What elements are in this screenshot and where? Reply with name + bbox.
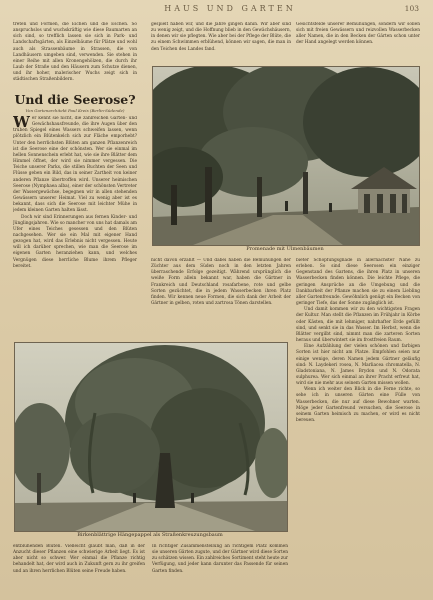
promenade-photo-image	[153, 67, 419, 245]
article-paragraph-1	[13, 116, 137, 215]
middle-bottom-text	[151, 258, 291, 340]
middle-bottom-paragraph: nicht davon erzählt — Und dabei haben die Bemühungen der Züchter aus dem Süden noch in den letzten Jahren überraschende Erfolge gezeitigt. Während ursprünglich die weiße Form allein bekannt war, haben die Gärtner in Frankreich und Deutschland rosafarbene, rote und gelbe Sorten gezüchtet, die in jedem Wasserbecken ihren Platz finden. Wir kennen neue Formen, die sich dank der Arbeit der Gärtner in gelben, roten und zartrosa Tönen darstellen.	[151, 258, 291, 307]
poplar-caption: Birkenblättrige Hängepappel als Straßenkreuzungsbaum	[77, 532, 223, 538]
previous-article-text: treten und Formen, die Eichen und die Eschen. So anspruchslos und wuchskräftig wie diese Baumarten an sich sind, so trefflich lassen sie sich in Park- und Landschaftsgärten, als Einzelbäume für Plätze und wohl auch als Strassenbäume in Strassen, die von Landhäusern umgeben sind, verwenden. Sie stehen in einer Reihe mit allen Kronengehölzen, die durch ihr Laub der Straße und den Häusern zum Schutze dienen, und ihr hoher, malerischer Wuchs zeigt sich in städtischen Straßenbildern.	[13, 22, 137, 83]
article-left-column	[13, 116, 137, 340]
bottom-left-paragraph: entblühenden Blüten. Vielleicht glaubt man, daß in der Anzucht dieser Pflanzen eine schwierige Arbeit liegt. Es ist aber nicht so schwer. Wer einmal die Pflanze richtig behandelt hat, der wird auch in Zukunft gern zu ihr greifen und an ihren herrlichen Blüten seine Freude haben.	[13, 544, 145, 574]
poplar-photo	[14, 342, 288, 532]
right-top-text	[296, 22, 420, 64]
poplar-photo-image	[15, 343, 287, 531]
previous-article-continuation	[13, 22, 137, 88]
running-head	[0, 4, 433, 18]
drop-cap: W	[13, 116, 30, 131]
right-paragraph-2: Und damit kommen wir zu den wichtigsten Fragen der Kultur. Man stellt die Pflanzen im Frühjahr in Körbe oder Kästen, die mit lehmiger, nahrhafter Erde gefüllt sind, und senkt sie in das Wasser. Im Herbst, wenn die Blätter vergilbt sind, nimmt man die zarteren Sorten heraus und überwintert sie im frostfreien Raum.	[296, 307, 420, 344]
middle-top-text	[151, 22, 291, 64]
bottom-middle-text	[152, 544, 288, 596]
running-title: HAUS UND GARTEN	[164, 4, 296, 13]
bottom-middle-paragraph: In richtiger Zusammenstellung an richtigem Platz kommen sie unseren Gärten zugute, und der Gärtner wird diese Sorten zu schätzen wissen. Ein zahlreiches Sortiment steht heute zur Verfügung, und jeder kann darunter das Passende für seinen Garten finden.	[152, 544, 288, 574]
right-top-paragraph: Gesichtsfelde unserer Bemühungen, sondern wir sollen sich mit freien Gewässern und reizvollen Wasserbecken aller Namen, die in den Becken der Gärten schon unter der Hand angelegt werden können.	[296, 22, 420, 46]
bottom-left-text	[13, 544, 145, 596]
right-paragraph-1: bieter Schöpfungsgnade in allernächster Nähe zu erleben. So sind diese Seerosen ein einziger Gegenstand des Gartens, die ihren Platz in unseren Wasserbecken finden können. Die leichte Pflege, die geringen Ansprüche an die Umgebung und die Dankbarkeit der Pflanze machen sie zu einem Liebling aller Gartenfreunde. Gewöhnlich genügt ein Becken von geringer Tiefe, das der Sonne zugänglich ist.	[296, 258, 420, 307]
promenade-photo	[152, 66, 420, 246]
promenade-caption: Promenade mit Ulmenbäumen	[246, 246, 324, 252]
right-paragraph-4: Wenn ich weiter den Blick in die Ferne richte, so sehe ich in unseren Gärten eine Fülle von Wasserbecken, die nur auf diese Bewohner warten. Möge jeder Gartenfreund versuchen, die Seerose in seinem Garten heimisch zu machen, er wird es nicht bereuen.	[296, 387, 420, 424]
article-paragraph-2: Doch wir sind Erinnerungen aus fernen Kinder- und Jünglingsjahren. Wie so mancher von uns hat damals am Ufer eines Teiches gesessen und den Blüten nachgesehen. Wer sie ein Mal mit eigener Hand gezogen hat, wird das Erlebnis nicht vergessen. Heute will ich darüber sprechen, wie man die Seerose im eigenen Garten heranziehen kann, und welches Vergnügen diese herrliche Blume ihrem Pfleger bereitet.	[13, 214, 137, 269]
article-right-column	[296, 258, 420, 594]
article-heading: Und die Seerose?	[14, 92, 136, 107]
right-paragraph-3: Eine Aufzählung der vielen schönen und farbigen Sorten ist hier nicht am Platze. Empfohlen seien nur einige wenige, deren Namen jedem Gärtner geläufig sind: N. Laydekeri rosea, N. Marliacea chromatella, N. Gladstoniana, N. James Brydon und N. Odorata sulphurea. Wer sich einmal an ihrer Pracht erfreut hat, wird sie nie mehr aus seinem Garten missen wollen.	[296, 344, 420, 387]
page-number: 103	[404, 4, 419, 13]
article-paragraph-1-text: er kennt sie nicht, die zahlreichen Garten- und Gewächshausfreunde, die ihre Augen über den trüben Spiegel eines Wassers schweifen lassen, wenn plötzlich ein Blütenkelch sich zur Fläche emporhebt? Unter den herrlichsten Blüten am ganzen Pflanzenreich ist die Seerose eine der schönsten. Wer sie einmal im hellen Sonnenschein erlebt hat, wie sie ihre Blätter dem Himmel öffnet, der wird sie nimmer vergessen. Die Teiche unserer Parks, die stillen Buchten der Seen und Flüsse geben ein Bild, das in seiner Zartheit von keiner anderen Pflanze übertroffen wird. Unserer heimischen Seerose (Nymphaea alba), einer der schönsten Vertreter der Wassergewächse, begegnen wir in allen stehenden Gewässern unserer Heimat. Viel zu wenig aber ist es bekannt, dass sich die Seerose mit leichter Mühe in jedem kleinen Garten halten lässt.	[13, 116, 137, 214]
middle-top-paragraph: gespielt haben wir, und die Jahre gingen dahin. Wir aber sind zu wenig zeigt, und die Hoffnung blieb in den Gewächshäusern, in denen wir sie pflegten. Wie aber bei der Pflege der Blüte, die zu einem Schwimmen erblühend, können wir sagen, die man in den Teichen des Landes fand.	[151, 22, 291, 52]
article-byline: Von Gartenarchitekt Paul Kreis (Berlin-Südende)	[25, 108, 125, 113]
